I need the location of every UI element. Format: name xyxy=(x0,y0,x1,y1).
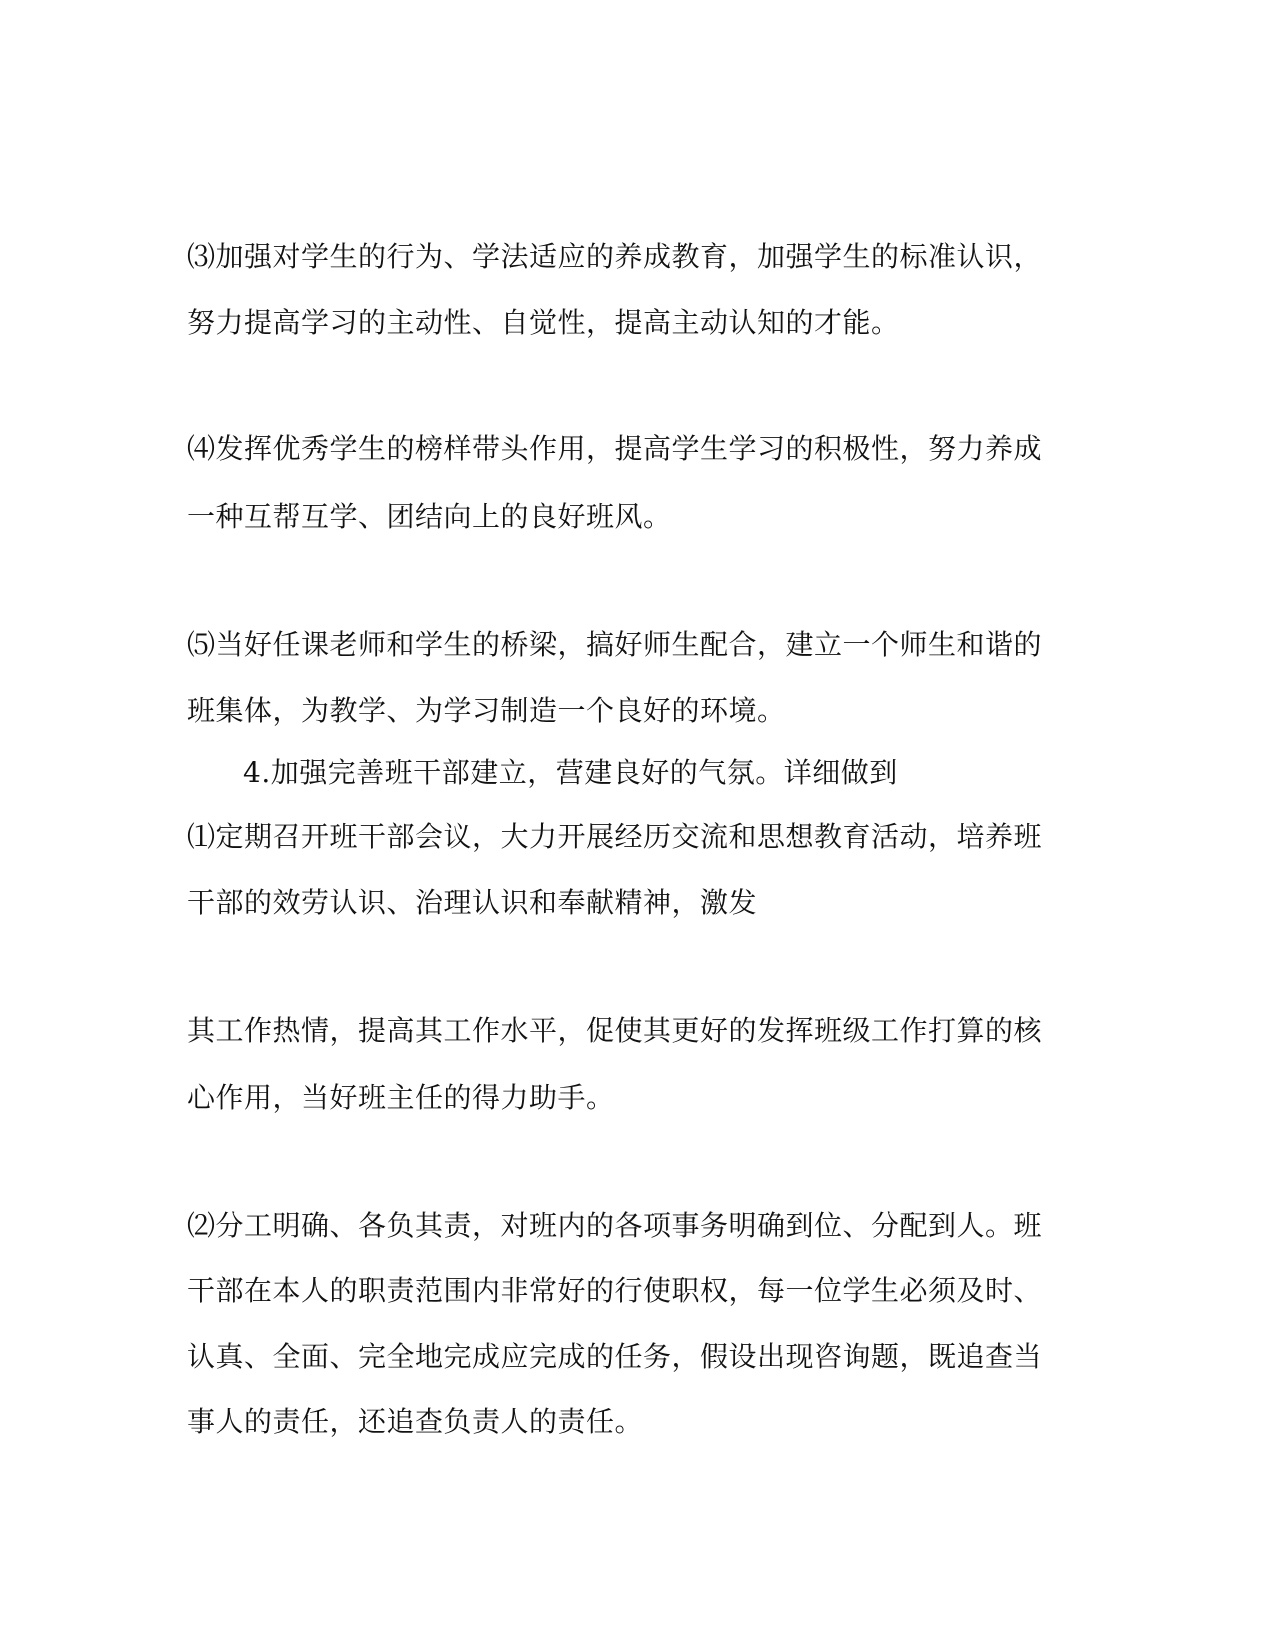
item-1-line-1: ⑴定期召开班干部会议，大力开展经历交流和思想教育活动，培养班 xyxy=(187,820,1043,853)
item-2-line-4: 事人的责任，还追查负责人的责任。 xyxy=(187,1405,644,1438)
paragraph-5-line-2: 班集体，为教学、为学习制造一个良好的环境。 xyxy=(187,694,786,727)
section-4-heading: 4.加强完善班干部建立，营建良好的气氛。详细做到 xyxy=(243,756,898,789)
item-2-line-1: ⑵分工明确、各负其责，对班内的各项事务明确到位、分配到人。班 xyxy=(187,1209,1043,1242)
item-1-line-4: 心作用，当好班主任的得力助手。 xyxy=(187,1081,615,1114)
paragraph-5-line-1: ⑸当好任课老师和学生的桥梁，搞好师生配合，建立一个师生和谐的 xyxy=(187,628,1043,661)
paragraph-3-line-2: 努力提高学习的主动性、自觉性，提高主动认知的才能。 xyxy=(187,306,900,339)
paragraph-4-line-2: 一种互帮互学、团结向上的良好班风。 xyxy=(187,500,672,533)
item-2-line-2: 干部在本人的职责范围内非常好的行使职权，每一位学生必须及时、 xyxy=(187,1274,1043,1307)
paragraph-4-line-1: ⑷发挥优秀学生的榜样带头作用，提高学生学习的积极性，努力养成 xyxy=(187,432,1043,465)
item-1-line-3: 其工作热情，提高其工作水平，促使其更好的发挥班级工作打算的核 xyxy=(187,1014,1043,1047)
item-1-line-2: 干部的效劳认识、治理认识和奉献精神，激发 xyxy=(187,886,758,919)
item-2-line-3: 认真、全面、完全地完成应完成的任务，假设出现咨询题，既追查当 xyxy=(187,1340,1043,1373)
paragraph-3-line-1: ⑶加强对学生的行为、学法适应的养成教育，加强学生的标准认识， xyxy=(187,240,1043,273)
